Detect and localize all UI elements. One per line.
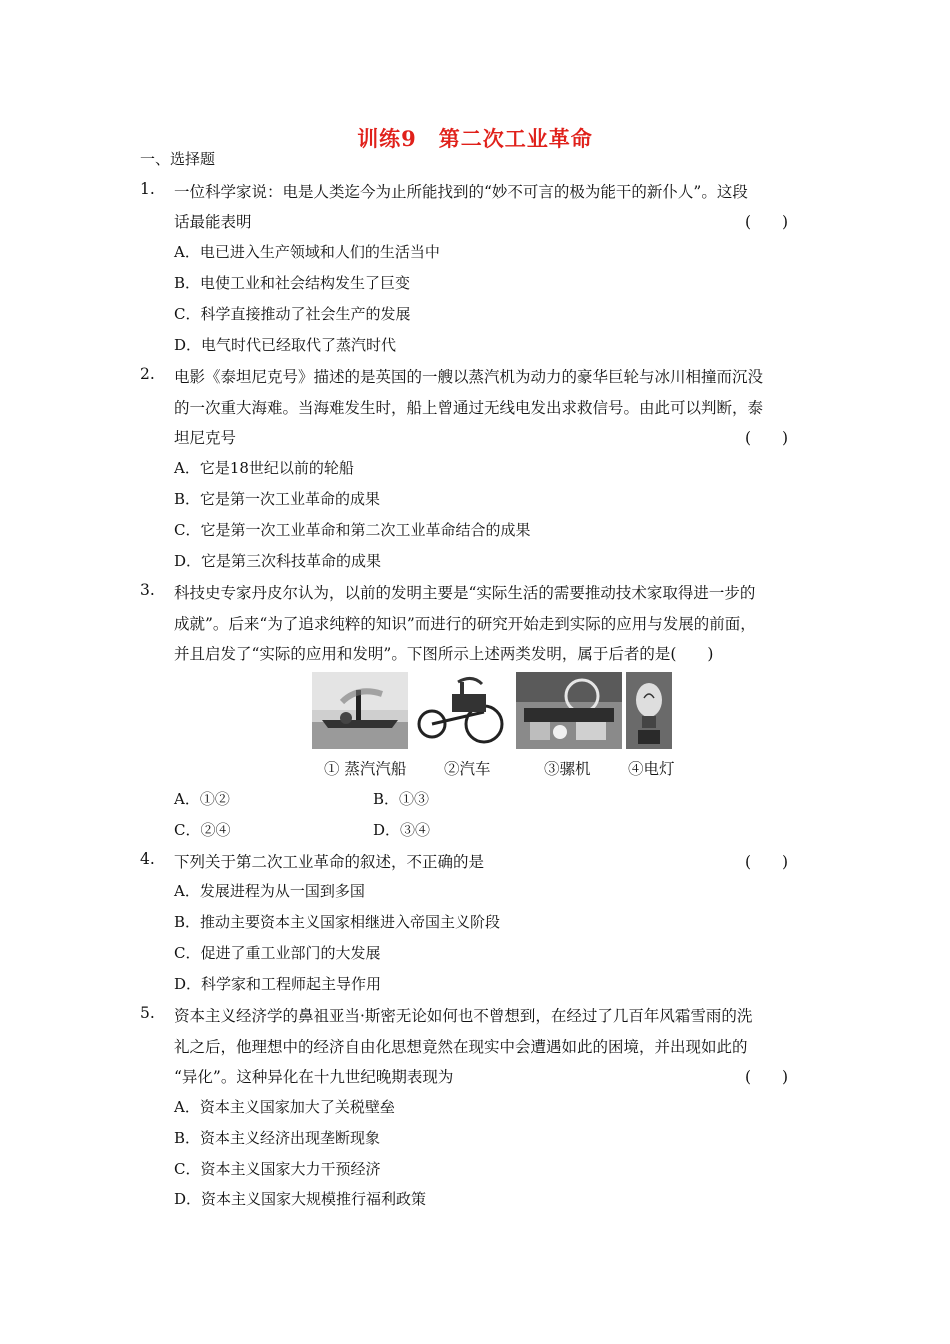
option-b[interactable]: B．推动主要资本主义国家相继进入帝国主义阶段 bbox=[174, 913, 501, 931]
option-a[interactable]: A．电已进入生产领域和人们的生活当中 bbox=[174, 243, 440, 261]
option-a[interactable]: A．它是18世纪以前的轮船 bbox=[174, 459, 354, 477]
question-number: 1. bbox=[140, 180, 155, 198]
option-c[interactable]: C．促进了重工业部门的大发展 bbox=[174, 944, 381, 962]
question-number: 5. bbox=[140, 1004, 155, 1022]
question-text: 电影《泰坦尼克号》描述的是英国的一艘以蒸汽机为动力的豪华巨轮与冰川相撞而沉没 bbox=[174, 368, 764, 386]
question-text: 坦尼克号 bbox=[174, 429, 237, 447]
question-text: 科技史专家丹皮尔认为，以前的发明主要是“实际生活的需要推动技术家取得进一步的 bbox=[174, 584, 756, 602]
answer-blank[interactable]: ( ) bbox=[745, 1068, 789, 1086]
question-text: 下列关于第二次工业革命的叙述，不正确的是 bbox=[174, 853, 485, 871]
option-b[interactable]: B．它是第一次工业革命的成果 bbox=[174, 490, 381, 508]
option-c[interactable]: C．它是第一次工业革命和第二次工业革命结合的成果 bbox=[174, 521, 531, 539]
caption-mule: ③骡机 bbox=[544, 760, 591, 778]
option-c[interactable]: C．科学直接推动了社会生产的发展 bbox=[174, 305, 411, 323]
answer-blank[interactable]: ( ) bbox=[745, 213, 789, 231]
question-text: 资本主义经济学的鼻祖亚当·斯密无论如何也不曾想到，在经过了几百年风霜雪雨的洗 bbox=[174, 1007, 753, 1025]
option-a[interactable]: A．资本主义国家加大了关税壁垒 bbox=[174, 1098, 395, 1116]
answer-blank[interactable]: ( ) bbox=[745, 429, 789, 447]
caption-car: ②汽车 bbox=[444, 760, 491, 778]
question-text: 话最能表明 bbox=[174, 213, 252, 231]
option-c[interactable]: C．资本主义国家大力干预经济 bbox=[174, 1160, 381, 1178]
option-c[interactable]: C．②④ bbox=[174, 821, 231, 839]
answer-blank[interactable]: ( ) bbox=[745, 853, 789, 871]
option-d[interactable]: D．资本主义国家大规模推行福利政策 bbox=[174, 1190, 427, 1208]
question-number: 4. bbox=[140, 850, 155, 868]
option-b[interactable]: B．电使工业和社会结构发生了巨变 bbox=[174, 274, 411, 292]
option-d[interactable]: D．电气时代已经取代了蒸汽时代 bbox=[174, 336, 397, 354]
section-heading: 一、选择题 bbox=[140, 150, 216, 168]
question-text: 一位科学家说：电是人类迄今为止所能找到的“妙不可言的极为能干的新仆人”。这段 bbox=[174, 183, 748, 201]
option-d[interactable]: D．科学家和工程师起主导作用 bbox=[174, 975, 382, 993]
question-number: 3. bbox=[140, 581, 155, 599]
option-d[interactable]: D．它是第三次科技革命的成果 bbox=[174, 552, 382, 570]
car-image bbox=[412, 672, 512, 749]
question-text: 的一次重大海难。当海难发生时，船上曾通过无线电发出求救信号。由此可以判断，泰 bbox=[174, 399, 764, 417]
option-a[interactable]: A．①② bbox=[174, 790, 230, 808]
caption-bulb: ④电灯 bbox=[628, 760, 675, 778]
question-text: “异化”。这种异化在十九世纪晚期表现为 bbox=[174, 1068, 454, 1086]
option-a[interactable]: A．发展进程为从一国到多国 bbox=[174, 882, 365, 900]
question-text: 成就”。后来“为了追求纯粹的知识”而进行的研究开始走到实际的应用与发展的前面， bbox=[174, 615, 756, 633]
option-b[interactable]: B．①③ bbox=[373, 790, 430, 808]
option-d[interactable]: D．③④ bbox=[373, 821, 431, 839]
caption-steamboat: ① 蒸汽汽船 bbox=[324, 760, 407, 778]
mule-machine-image bbox=[516, 672, 622, 749]
question-number: 2. bbox=[140, 365, 155, 383]
steamboat-image bbox=[312, 672, 408, 749]
page-title: 训练9 第二次工业革命 bbox=[357, 126, 593, 151]
question-text: 并且启发了“实际的应用和发明”。下图所示上述两类发明，属于后者的是( ) bbox=[174, 645, 714, 663]
light-bulb-image bbox=[626, 672, 672, 749]
option-b[interactable]: B．资本主义经济出现垄断现象 bbox=[174, 1129, 381, 1147]
question-text: 礼之后，他理想中的经济自由化思想竟然在现实中会遭遇如此的困境，并出现如此的 bbox=[174, 1038, 748, 1056]
